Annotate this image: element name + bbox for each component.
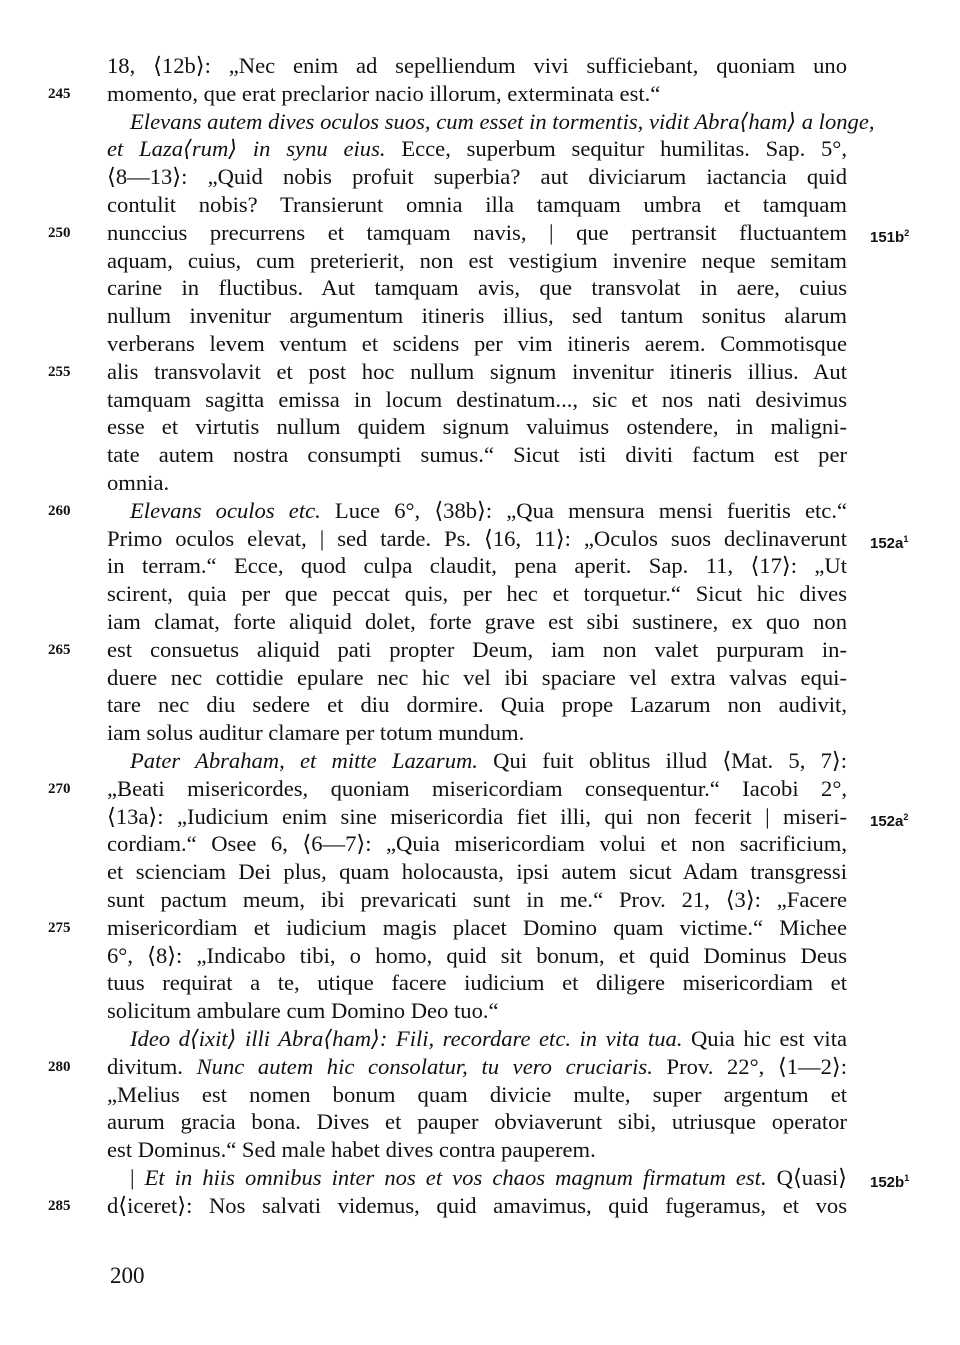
text-line: nunccius precurrens et tamquam navis, | que pertransit fluctuantem: [107, 219, 847, 245]
text-line: tare nec diu sedere et diu dormire. Quia prope Lazarum non audivit,: [107, 692, 847, 718]
text-line: | Et in hiis omnibus inter nos et vos chaos magnum firmatum est. Q⟨uasi⟩: [130, 1165, 847, 1190]
text-line: sunt pactum meum, ibi prevaricati sunt in me.“ Prov. 21, ⟨3⟩: „Facere: [107, 887, 847, 912]
text-line: Elevans autem dives oculos suos, cum esset in tormentis, vidit Abra⟨ham⟩ a longe,: [130, 108, 875, 134]
folio-mark: $151b^2$: [870, 227, 910, 246]
line-number: 255: [48, 363, 71, 380]
text-line: verberans levem ventum et scidens per vim itineris aerem. Commotisque: [107, 331, 847, 356]
text-line: in terram.“ Ecce, quod culpa claudit, pena aperit. Sap. 11, ⟨17⟩: „Ut: [107, 553, 847, 579]
line-number: 275: [48, 919, 71, 936]
line-number: 285: [48, 1197, 71, 1214]
line-number: 245: [48, 85, 71, 102]
line-number: 270: [48, 780, 71, 797]
text-line: solicitum ambulare cum Domino Deo tuo.“: [107, 998, 499, 1024]
text-line: aurum gracia bona. Dives et pauper obviaverunt sibi, utriusque operator: [107, 1109, 847, 1135]
text-line: Ideo d⟨ixit⟩ illi Abra⟨ham⟩: Fili, recordare etc. in vita tua. Quia hic est vita: [130, 1026, 847, 1051]
text-line: et Laza⟨rum⟩ in synu eius. Ecce, superbum sequitur humilitas. Sap. 5°,: [107, 136, 847, 162]
line-number: 250: [48, 224, 71, 241]
line-number: 260: [48, 502, 71, 519]
folio-mark: $152a^1$: [870, 533, 909, 552]
text-line: ⟨13a⟩: „Iudicium enim sine misericordia fiet illi, qui non fecerit | miseri-: [107, 803, 847, 829]
text-line: divitum. Nunc autem hic consolatur, tu vero cruciaris. Prov. 22°, ⟨1—2⟩:: [107, 1053, 848, 1079]
text-line: est consuetus aliquid pati propter Deum, iam non valet purpuram in-: [107, 636, 847, 662]
text-line: duere nec cottidie epulare nec hic vel ibi spaciare vel extra valvas equi-: [107, 664, 847, 690]
text-line: iam solus auditur clamare per totum mundum.: [107, 720, 525, 746]
text-line: nullum invenitur argumentum itineris illius, sed tantum sonitus alarum: [107, 303, 847, 329]
line-number: 265: [48, 641, 71, 658]
text-line: cordiam.“ Osee 6, ⟨6—7⟩: „Quia misericordiam volui et non sacrificium,: [107, 831, 847, 857]
text-line: aquam, cuius, cum preterierit, non est vestigium invenire neque semitam: [107, 247, 847, 273]
folio-mark: $152a^2$: [870, 811, 909, 830]
text-line: Pater Abraham, et mitte Lazarum. Qui fuit oblitus illud ⟨Mat. 5, 7⟩:: [130, 748, 847, 773]
text-line: omnia.: [107, 470, 170, 495]
text-line: esse et virtutis nullum quidem signum valuimus ostendere, in maligni-: [107, 414, 847, 440]
text-line: est Dominus.“ Sed male habet dives contra pauperem.: [107, 1137, 596, 1163]
text-line: d⟨iceret⟩: Nos salvati videmus, quid amavimus, quid fugeramus, et vos: [107, 1192, 847, 1218]
page-number: 200: [110, 1263, 145, 1288]
text-line: contulit nobis? Transierunt omnia illa tamquam umbra et tamquam: [107, 192, 847, 217]
text-line: „Melius est nomen bonum quam divicie multe, super argentum et: [107, 1081, 847, 1107]
text-line: Primo oculos elevat, | sed tarde. Ps. ⟨16, 11⟩: „Oculos suos declinaverunt: [107, 525, 847, 551]
text-line: 18, ⟨12b⟩: „Nec enim ad sepelliendum vivi sufficiebant, quoniam uno: [107, 53, 847, 78]
text-line: tate autem nostra consumpti sumus.“ Sicut isti diviti factum est per: [107, 442, 847, 468]
text-line: tuus requirat a te, utique facere iudicium et diligere misericordiam et: [107, 970, 847, 996]
text-line: Elevans oculos etc. Luce 6°, ⟨38b⟩: „Qua mensura mensi fueritis etc.“: [130, 497, 848, 523]
text-line: carine in fluctibus. Aut tamquam avis, que transvolat in aere, cuius: [107, 275, 847, 301]
text-line: ⟨8—13⟩: „Quid nobis profuit superbia? aut diviciarum iactancia quid: [107, 164, 847, 190]
text-line: scirent, quia per que peccat quis, per hec et torquetur.“ Sicut hic dives: [107, 581, 847, 607]
folio-mark: $152b^1$: [870, 1173, 910, 1191]
text-line: et scienciam Dei plus, quam holocausta, ipsi autem sicut Adam transgressi: [107, 859, 847, 885]
line-number: 280: [48, 1058, 71, 1075]
text-line: tamquam sagitta emissa in locum destinatum..., sic et nos nati desivimus: [107, 386, 847, 412]
text-line: alis transvolavit et post hoc nullum signum invenitur itineris illius. Aut: [107, 358, 847, 384]
text-line: 6°, ⟨8⟩: „Indicabo tibi, o homo, quid sit bonum, et quid Dominus Deus: [107, 942, 847, 968]
text-line: momento, que erat preclarior nacio illorum, exterminata est.“: [107, 80, 661, 106]
text-line: iam clamat, forte aliquid dolet, forte grave est sibi sustinere, ex quo non: [107, 609, 847, 634]
text-line: „Beati misericordes, quoniam misericordiam consequentur.“ Iacobi 2°,: [107, 775, 847, 801]
text-line: misericordiam et iudicium magis placet Domino quam victime.“ Michee: [107, 914, 847, 940]
